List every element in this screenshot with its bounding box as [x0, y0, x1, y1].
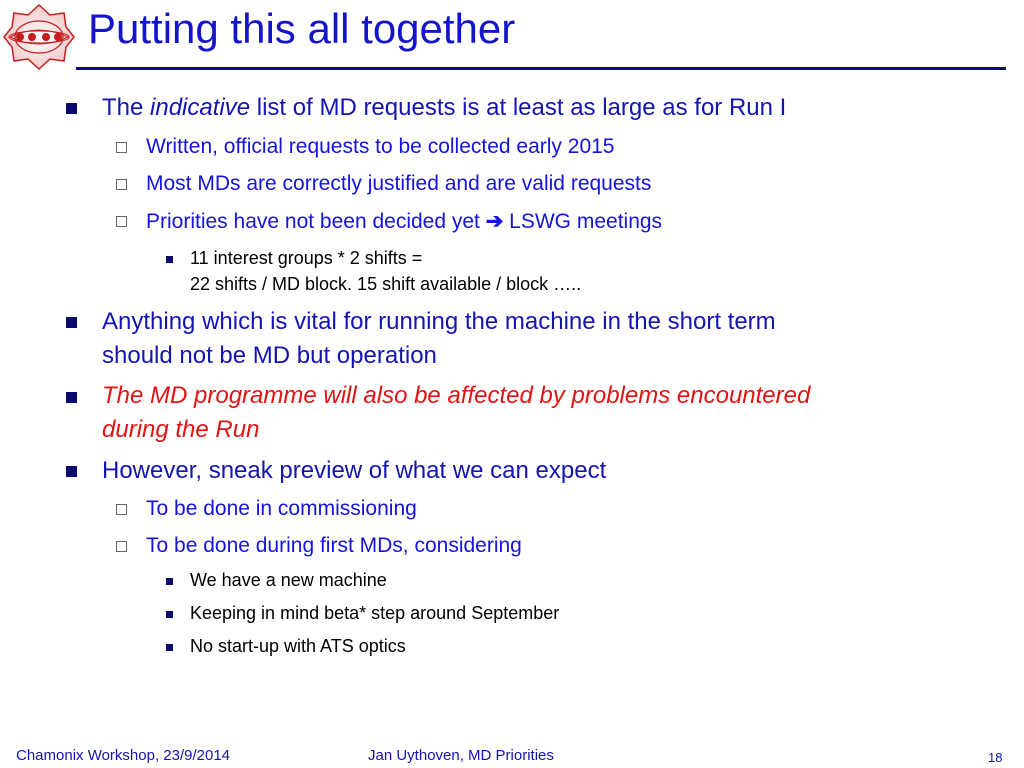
- bullet-1-sub-3-end: LSWG meetings: [503, 210, 663, 233]
- slide-title: Putting this all together: [88, 5, 516, 52]
- footer-event: Chamonix Workshop, 23/9/2014: [16, 747, 231, 764]
- footer-author-topic: Jan Uythoven, MD Priorities: [368, 747, 554, 764]
- bullet-4-sub-2-sub-3: No start-up with ATS optics: [190, 636, 406, 656]
- bullet-small-square-icon: [166, 611, 173, 618]
- bullet-box-icon: [116, 541, 127, 552]
- bullet-box-icon: [116, 504, 127, 515]
- bullet-2-line-1: Anything which is vital for running the machine in the short term: [102, 308, 776, 335]
- bullet-3-line-2: during the Run: [102, 416, 260, 443]
- bullet-small-square-icon: [166, 256, 173, 263]
- bullet-line-2: 22 shifts / MD block. 15 shift available / block …..: [190, 274, 582, 294]
- right-arrow-icon: ➔: [485, 210, 504, 233]
- page-number: 18: [988, 750, 1003, 765]
- bullet-square-icon: [66, 466, 77, 477]
- bullet-square-icon: [66, 392, 77, 403]
- bullet-box-icon: [116, 142, 127, 153]
- bullet-1-sub-1: Written, official requests to be collected early 2015: [146, 135, 615, 158]
- bullet-1-prefix: The: [102, 94, 151, 121]
- bullet-box-icon: [116, 179, 127, 190]
- bullet-1-sub-3-sub-1: [190, 245, 581, 297]
- bullet-square-icon: [66, 103, 77, 114]
- bullet-small-square-icon: [166, 578, 173, 585]
- bullet-1-sub-2: Most MDs are correctly justified and are valid requests: [146, 172, 652, 195]
- bullet-1-sub-3: [146, 209, 662, 234]
- bullet-4: However, sneak preview of what we can expect: [102, 457, 607, 484]
- bullet-4-sub-2-sub-1: We have a new machine: [190, 570, 387, 590]
- bullet-2: [102, 305, 776, 373]
- bullet-box-icon: [116, 216, 127, 227]
- bullet-line-1: 11 interest groups * 2 shifts =: [190, 248, 423, 268]
- bullet-1: [102, 91, 786, 125]
- bullet-3-line-1: The MD programme will also be affected by problems encountered: [102, 382, 811, 409]
- bullet-square-icon: [66, 317, 77, 328]
- bullet-3: [102, 379, 810, 447]
- bullet-4-sub-1: To be done in commissioning: [146, 497, 417, 520]
- bullet-2-line-2: should not be MD but operation: [102, 342, 437, 369]
- bullet-4-sub-2-sub-2: Keeping in mind beta* step around September: [190, 603, 560, 623]
- bullet-1-suffix: list of MD requests is at least as large as for Run I: [250, 94, 787, 121]
- bullet-4-sub-2: To be done during first MDs, considering: [146, 534, 522, 557]
- bullet-1-italic: indicative: [150, 94, 251, 121]
- bullet-1-sub-3-text: Priorities have not been decided yet: [146, 210, 486, 233]
- bullet-small-square-icon: [166, 644, 173, 651]
